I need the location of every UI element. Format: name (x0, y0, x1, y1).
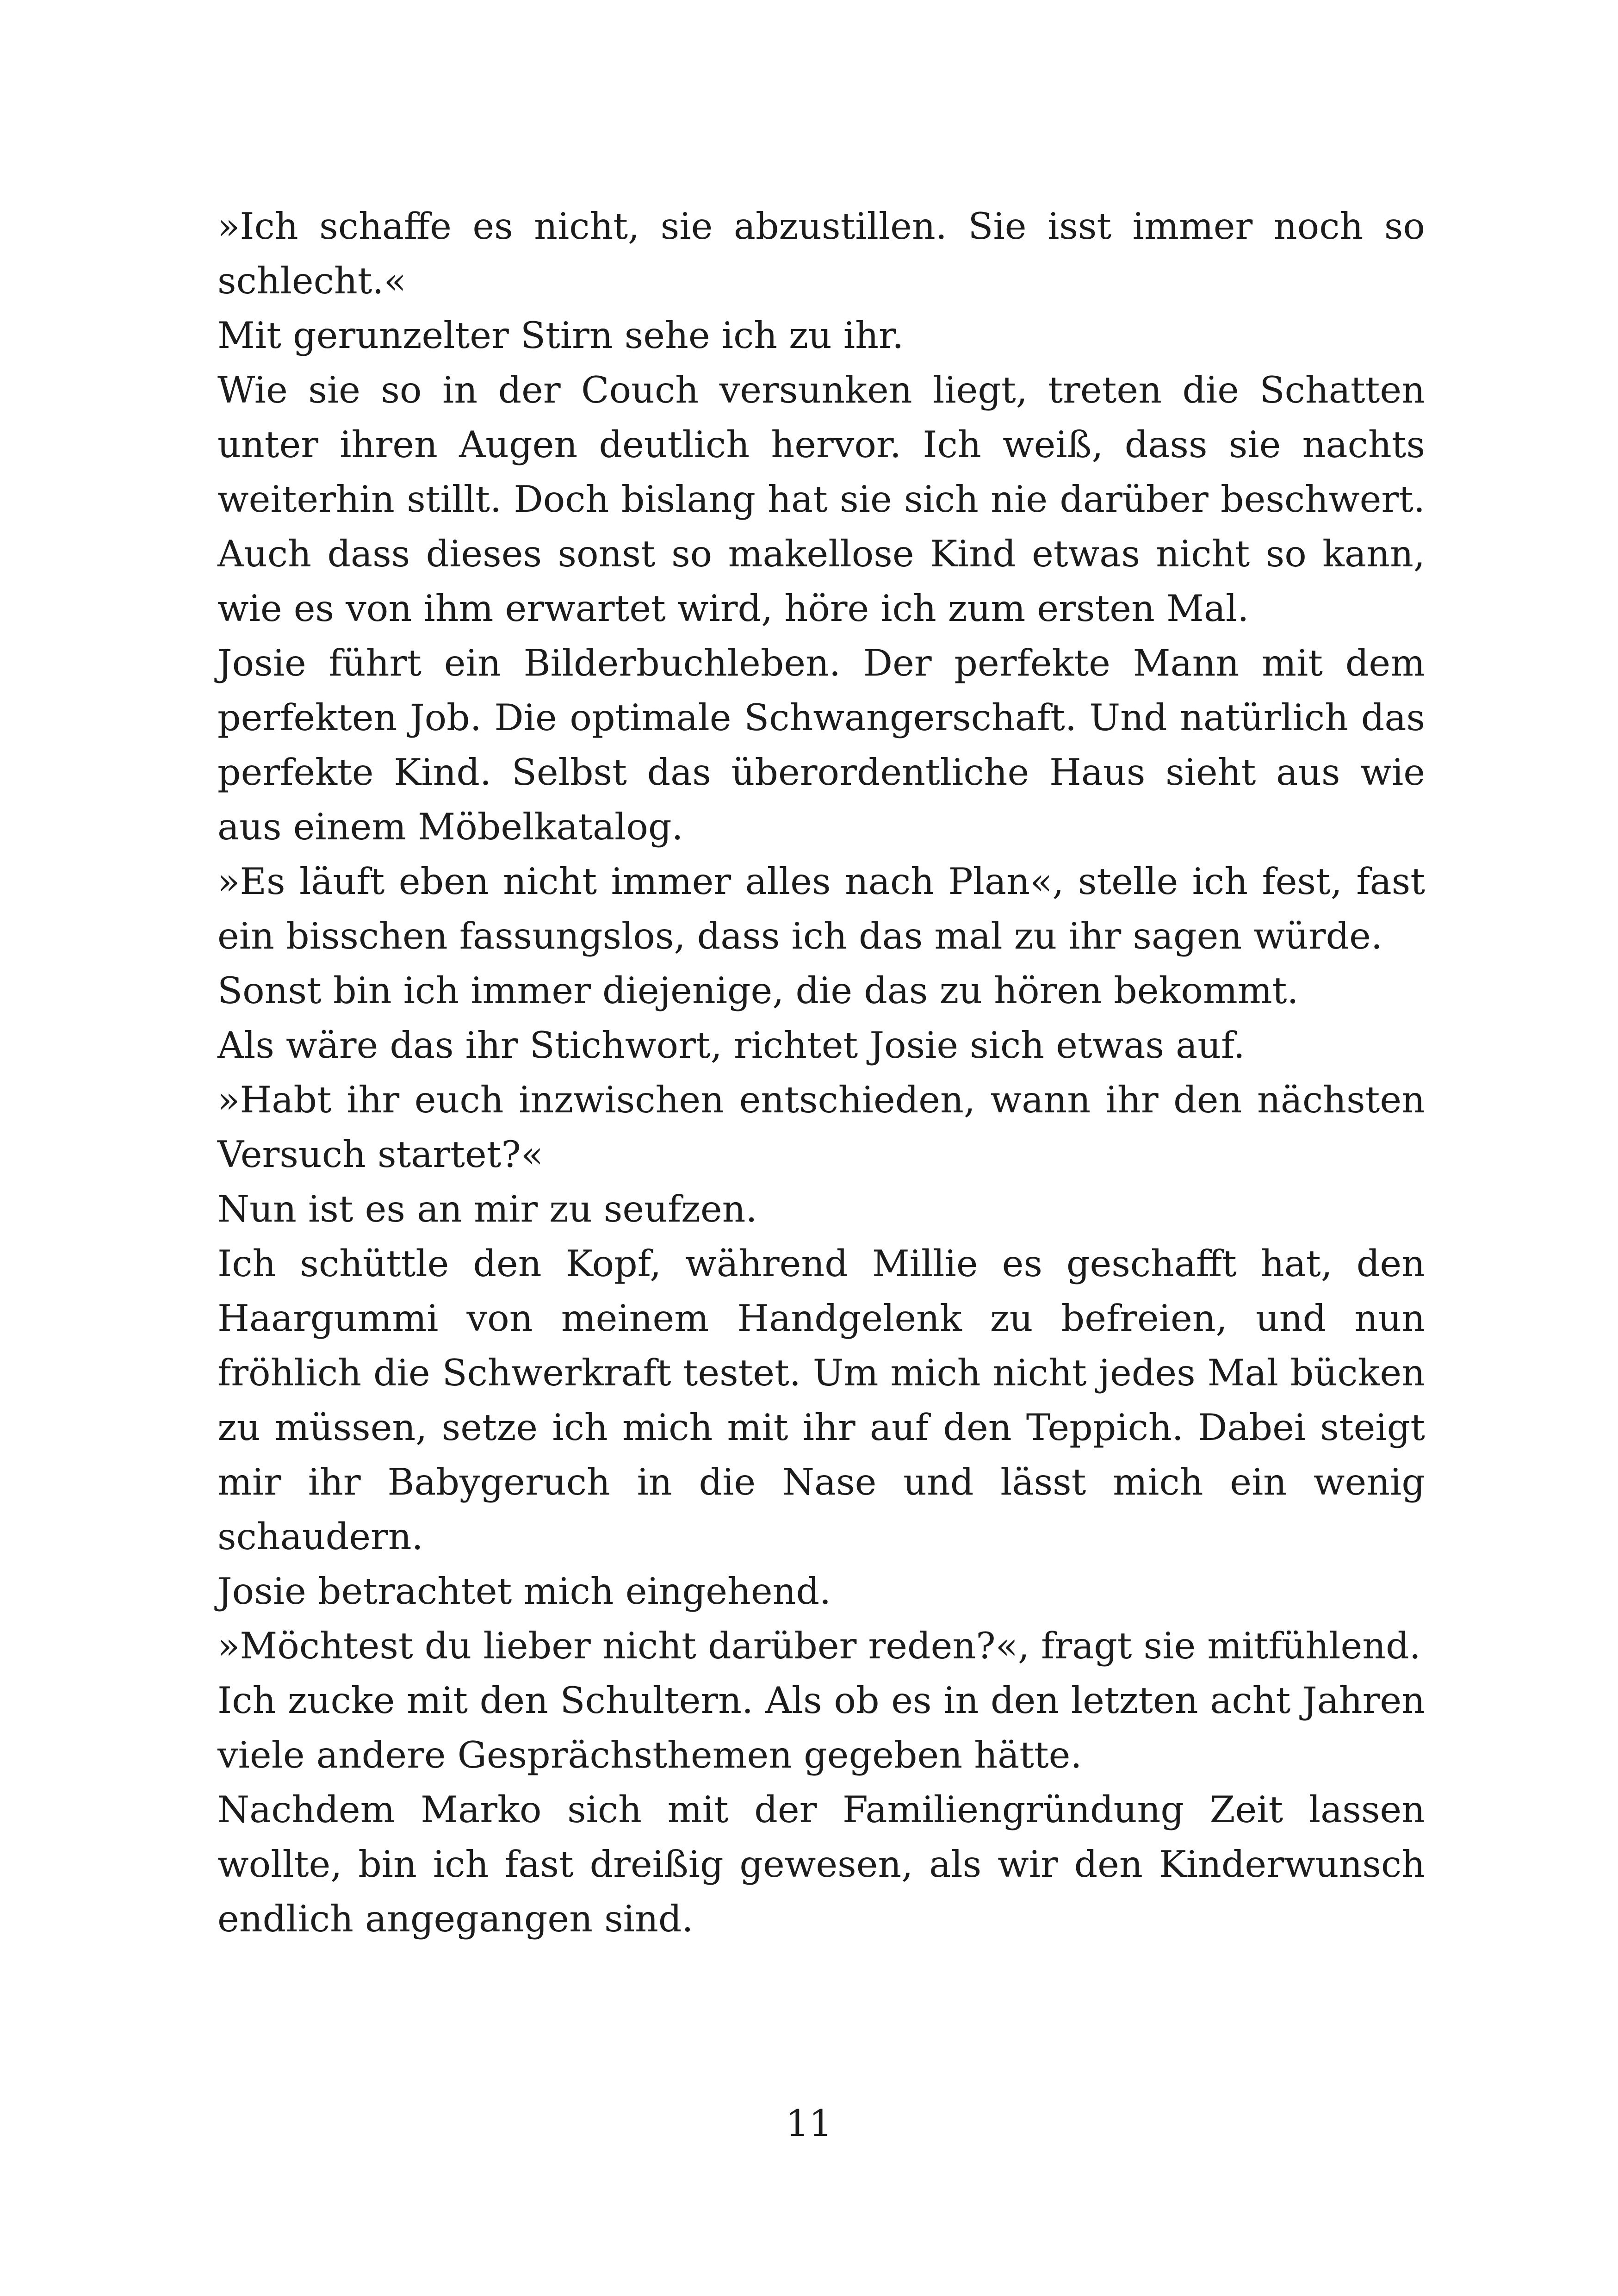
paragraph: »Ich schaffe es nicht, sie abzustillen. Sie isst immer noch so schlecht.« (217, 205, 1425, 302)
page-number: 11 (786, 2102, 832, 2145)
paragraph: Ich zucke mit den Schultern. Als ob es in den letzten acht Jahren viele andere Gesprächsthemen gegeben hätte. (217, 1679, 1425, 1776)
page-body-text (217, 199, 1425, 1946)
paragraph: Josie führt ein Bilderbuchleben. Der perfekte Mann mit dem perfekten Job. Die optimale Schwangerschaft. Und natürlich das perfekte Kind. Selbst das überordentliche Haus sieht aus wie aus einem Möbelkatalog. (217, 642, 1425, 848)
paragraph: Als wäre das ihr Stichwort, richtet Josie sich etwas auf. (217, 1024, 1245, 1067)
paragraph: Ich schüttle den Kopf, während Millie es geschafft hat, den Haargummi von meinem Handgelenk zu befreien, und nun fröhlich die Schwerkraft testet. Um mich nicht jedes Mal bücken zu müssen, setze ich mich mit ihr auf den Teppich. Dabei steigt mir ihr Babygeruch in die Nase und lässt mich ein wenig schaudern. (217, 1242, 1425, 1558)
paragraph: Josie betrachtet mich eingehend. (217, 1570, 831, 1613)
paragraph: Sonst bin ich immer diejenige, die das zu hören bekommt. (217, 969, 1299, 1012)
paragraph: »Möchtest du lieber nicht darüber reden?«, fragt sie mitfühlend. (217, 1625, 1421, 1667)
paragraph: Mit gerunzelter Stirn sehe ich zu ihr. (217, 314, 904, 357)
paragraph: Nun ist es an mir zu seufzen. (217, 1188, 757, 1230)
paragraph: »Es läuft eben nicht immer alles nach Plan«, stelle ich fest, fast ein bisschen fassungslos, dass ich das mal zu ihr sagen würde. (217, 860, 1425, 957)
paragraph: »Habt ihr euch inzwischen entschieden, wann ihr den nächsten Versuch startet?« (217, 1079, 1425, 1176)
paragraph: Wie sie so in der Couch versunken liegt, treten die Schatten unter ihren Augen deutlich hervor. Ich weiß, dass sie nachts weiterhin stillt. Doch bislang hat sie sich nie darüber beschwert. Auch dass dieses sonst so makellose Kind etwas nicht so kann, wie es von ihm erwartet wird, höre ich zum ersten Mal. (217, 369, 1425, 630)
paragraph: Nachdem Marko sich mit der Familiengründung Zeit lassen wollte, bin ich fast dreißig gewesen, als wir den Kinderwunsch endlich angegangen sind. (217, 1788, 1425, 1940)
